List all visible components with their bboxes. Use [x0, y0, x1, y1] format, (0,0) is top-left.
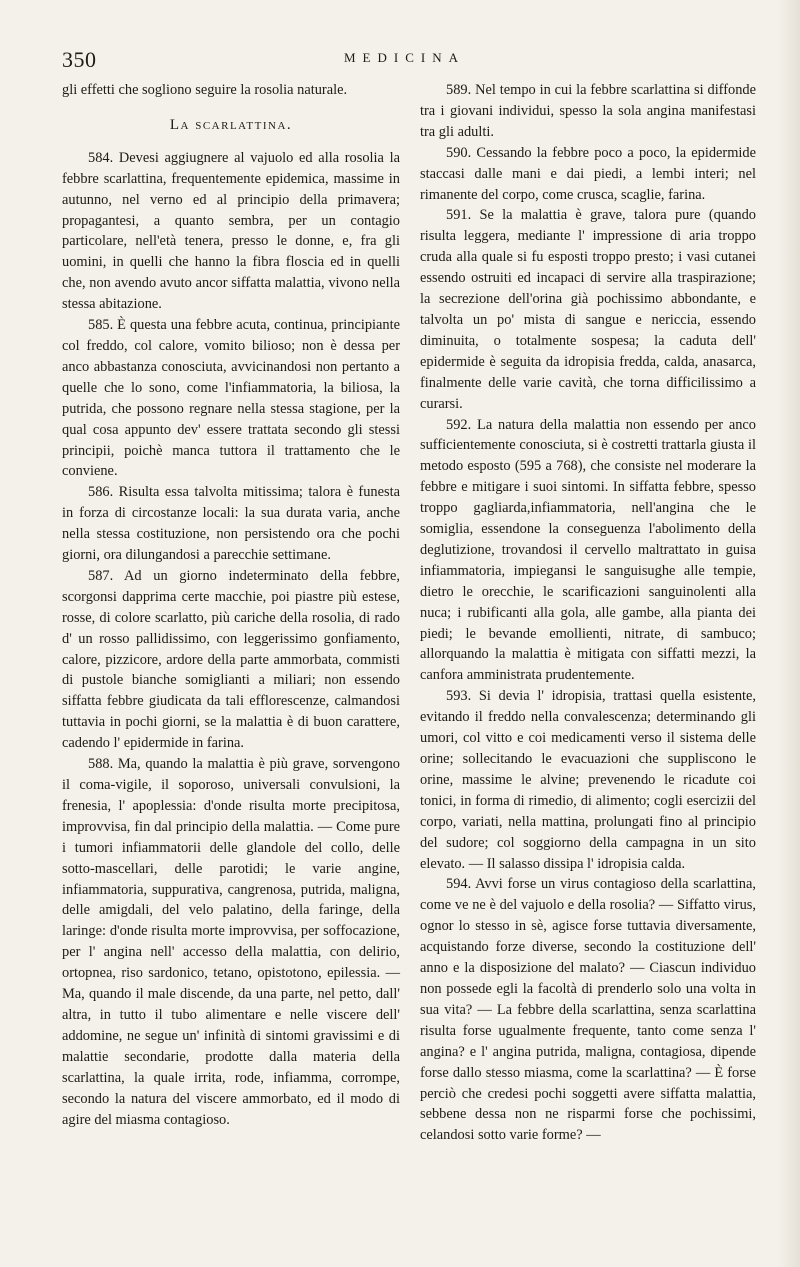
intro-paragraph: gli effetti che sogliono seguire la rosolia naturale. [62, 82, 348, 98]
paragraph-text: Avvi forse un virus contagioso della scarlattina, come ve ne è del vajuolo e della rosolia? — Siffatto virus, ognor lo stesso in sè, agisce forse tuttavia diversamente, acquistando forze diverse, secondo la costituzione dell' anno e la disposizione del malato? — Ciascun individuo non possede egli la facoltà di prenderlo solo una volta in sua vita? — La febbre della scarlattina, senza scarlattina risulta forse ugualmente frequente, tanto come senza l' angina? e l' angina putrida, maligna, contagiosa, dipende forse dallo stesso miasma, come la scarlattina? — È forse perciò che credesi pochi soggetti avere siffatta malattia, sebbene dessa non ne risparmi forse che pochissimi, celandosi sotto varie forme? — [420, 876, 756, 1144]
paragraph-586 [62, 482, 400, 566]
paragraph-587 [62, 566, 400, 754]
paragraph-585 [62, 315, 400, 482]
paragraph-588 [62, 754, 400, 1130]
page-header [62, 47, 762, 75]
paragraph-text: Si devia l' idropisia, trattasi quella esistente, evitando il freddo nella convalescenza; determinando gli umori, col vitto e coi medicamenti verso il sistema delle orine; sollecitando le evacuazioni che suppliscono le orine, massime le alvine; prevenendo le ricadute coi tonici, in forma di rimedio, di alimento; cogli esercizii del corpo, variati, nella mattina, prolungati fino al principio del sudore; col soggiorno della campagna in un sito elevato. — Il salasso dissipa l' idropisia calda. [420, 688, 756, 872]
paragraph-text: Cessando la febbre poco a poco, la epidermide staccasi dalle mani e dai piedi, a lembi interi; nel rimanente del corpo, come crusca, scaglie, farina. [420, 144, 756, 203]
section-title: La scarlattina. [169, 116, 293, 133]
paragraph-590 [420, 143, 756, 206]
paragraph-number: 584. [88, 149, 114, 166]
paragraph-text: Devesi aggiugnere al vajuolo ed alla rosolia la febbre scarlattina, frequentemente epidemica, massime in autunno, nel verno ed al principio della primavera; propagantesi, a quanto sembra, per un contagio particolare, nell'età tenera, presso le donne, e, fra gli uomini, in quelli che hanno la fibra floscia ed in quelli che, non avendo avuto ancor siffatta malattia, vivono nella stessa abitazione. [62, 149, 400, 313]
paragraph-number: 593. [446, 688, 472, 705]
paragraph-text: Ad un giorno indeterminato della febbre, scorgonsi dapprima certe macchie, poi piastre più estese, rosse, di colore scarlatto, più cariche della rosolia, di rado d' un rosso pallidissimo, con leggerissimo gonfiamento, calore, pizzicore, ardore della parte ammorbata, commisti di pustole bianche somiglianti a miliari; non essendo siffatta febbre giudicata da tali efflorescenze, calmandosi tuttavia in pochi giorni, se la malattia è di buon carattere, cadendo l' epidermide in farina. [62, 567, 400, 752]
paragraph-text: Ma, quando la malattia è più grave, sorvengono il coma-vigile, il soporoso, universali convulsioni, la frenesia, l' apoplessia: d'onde risulta morte precipitosa, improvvisa, fin dal principio della malattia. — Come pure i tumori infiammatorii delle glandole del collo, delle sotto-mascellari, delle parotidi; le varie angine, infiammatoria, suppurativa, cangrenosa, putrida, maligna, delle amigdali, del velo palatino, della faringe, della laringe: d'onde risulta morte improvvisa, per soffocazione, per l' angina nell' accesso della malattia, con delirio, ortopnea, riso sardonico, tetano, opistotono, epilessia. — Ma, quando il male discende, da una parte, nel petto, dall' altra, in tutto il tubo alimentare e nelle viscere dell' addomine, ne segue un' infinità di sintomi gravissimi e di malattie secondarie, prodotte dalla materia della scarlattina, la quale irrita, rode, infiamma, corrompe, secondo la natura del viscere ammorbato, ed il modo di agire del miasma contagioso. [62, 756, 400, 1128]
paragraph-593 [420, 686, 756, 874]
paragraph-text: È questa una febbre acuta, continua, principiante col freddo, col calore, vomito bilioso; non è dessa per anco abbastanza conosciuta, avvicinandosi non pertanto a quelle che lo sono, come l'infiammatoria, la biliosa, la putrida, che possono regnare nella stessa stagione, per la qual cosa appunto dev' essere trattata secondo gli stessi principii, poichè manca tuttora il trattamento che le conviene. [62, 317, 400, 480]
paragraph-number: 586. [88, 484, 114, 501]
page-edge-shadow [778, 0, 800, 1267]
paragraph-text: La natura della malattia non essendo per anco sufficientemente conosciuta, si è costretti trattarla giusta il metodo esposto (595 a 768), che consiste nel moderare la febbre e mitigare i suoi sintomi. In siffatta febbre, spesso troppo gagliarda,infiammatoria, nell'angina che le somiglia, essendone la conseguenza l'abolimento della deglutizione, trovandosi il cervello maltrattato in guisa infiammatoria, impiegansi le sanguisughe alle tempie, dietro le orecchie, le scarificazioni sanguinolenti alla nuca; i rubificanti alla gola, alle gambe, alla pianta dei piedi; le bevande emollienti, nitrate, di sambuco; allorquando la malattia è mitigata con siffatti mezzi, la canfora amministrata prudentemente. [420, 416, 756, 684]
paragraph-number: 592. [446, 416, 472, 433]
right-column [420, 80, 756, 1146]
paragraph-589 [420, 80, 756, 143]
paragraph-number: 591. [446, 207, 472, 224]
page-number: 350 [62, 47, 97, 72]
paragraph-number: 588. [88, 756, 114, 773]
paragraph-592 [420, 415, 756, 687]
paragraph-text: Risulta essa talvolta mitissima; talora è funesta in forza di circostanze locali: la sua durata varia, anche nella stessa costituzione, non persistendo ora che pochi giorni, ora dilungandosi a parecchie settimane. [62, 484, 400, 564]
paragraph-number: 587. [88, 567, 114, 584]
paragraph-text: Se la malattia è grave, talora pure (quando risulta leggera, mediante l' impressione di aria troppo cruda alla quale si fu esposti troppo presto; i vasi cutanei essendo ostruiti ed incapaci di servire alla traspirazione; la secrezione dell'orina già pochissimo abbondante, e talvolta un po' mista di sangue e nericcia, essendo diminuita, o totalmente sospesa; la caduta dell' epidermide è seguita da idropisia fredda, calda, anasarca, finalmente delle varie cavità, che torna difficilissimo a curarsi. [420, 207, 756, 412]
paragraph-number: 590. [446, 144, 472, 161]
paragraph-number: 589. [446, 82, 472, 98]
paragraph-594 [420, 874, 756, 1146]
paragraph-number: 585. [88, 317, 114, 334]
paragraph-591 [420, 205, 756, 414]
paragraph-text: Nel tempo in cui la febbre scarlattina si diffonde tra i giovani individui, spesso la sola angina manifestasi tra gli adulti. [420, 82, 756, 140]
left-column [62, 80, 400, 1130]
running-head: MEDICINA [344, 50, 465, 65]
paragraph-number: 594. [446, 876, 472, 893]
paragraph-584 [62, 148, 400, 315]
